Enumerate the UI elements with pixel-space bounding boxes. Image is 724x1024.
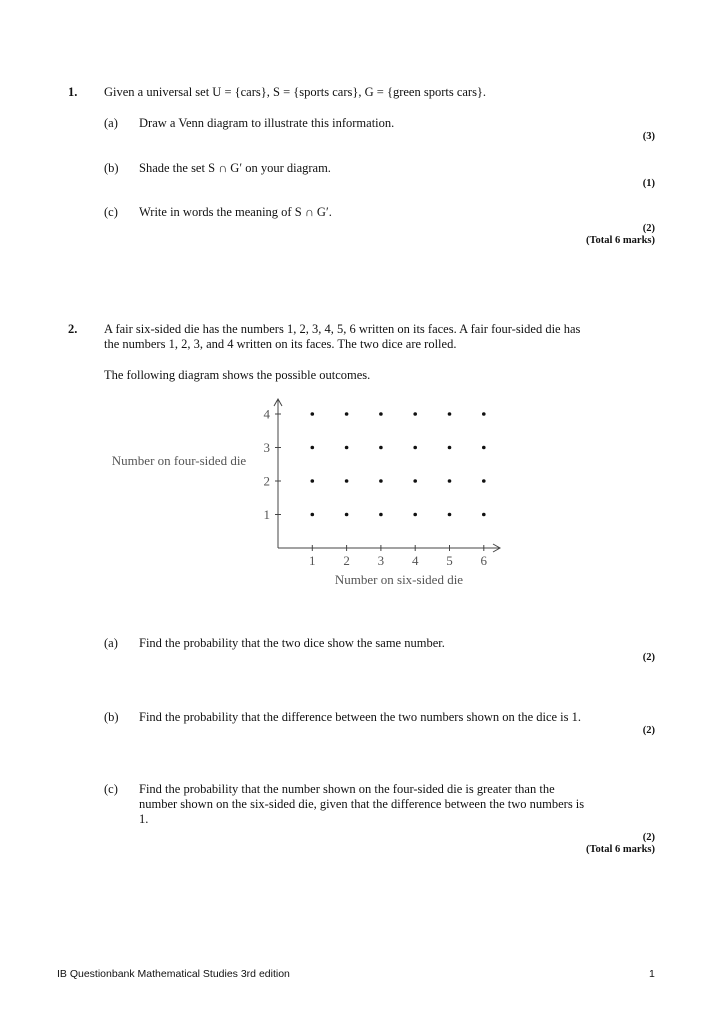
q2-part-c-text-line-1: Find the probability that the number shown on the four-sided die is greater than the [139, 782, 555, 796]
q2-part-b-marks: (2) [642, 725, 655, 736]
outcome-point-5-4 [448, 412, 452, 416]
q1-part-b-text: Shade the set S ∩ G′ on your diagram. [139, 161, 331, 175]
q2-total-marks: (Total 6 marks) [585, 844, 655, 855]
q1-part-c-label: (c) [104, 205, 118, 219]
question-2-intro-line-1: A fair six-sided die has the numbers 1, 2, 3, 4, 5, 6 written on its faces. A fair four-sided die has [104, 322, 581, 336]
y-tick-label-1: 1 [263, 507, 270, 522]
q1-part-b-marks: (1) [642, 178, 655, 189]
outcome-point-5-2 [448, 479, 452, 483]
q2-part-b-text: Find the probability that the difference between the two numbers shown on the dice is 1. [139, 710, 582, 724]
outcome-point-3-2 [379, 479, 383, 483]
q1-total-marks: (Total 6 marks) [585, 235, 655, 246]
outcome-point-6-1 [482, 513, 486, 517]
question-1-intro: Given a universal set U = {cars}, S = {sports cars}, G = {green sports cars}. [104, 85, 487, 99]
outcome-point-1-2 [311, 479, 315, 483]
q1-part-c-text: Write in words the meaning of S ∩ G′. [139, 205, 332, 219]
q1-part-c-marks: (2) [642, 223, 655, 234]
outcome-point-6-2 [482, 479, 486, 483]
y-tick-label-4: 4 [263, 406, 270, 422]
q2-part-a-marks: (2) [642, 652, 655, 663]
outcome-point-6-3 [482, 446, 486, 450]
x-tick-label-5: 5 [446, 553, 453, 568]
x-tick-label-2: 2 [343, 553, 350, 568]
q1-part-a-marks: (3) [642, 131, 655, 142]
footer-page-number: 1 [649, 968, 655, 980]
outcome-point-1-4 [311, 412, 315, 416]
question-2-intro-line-2: the numbers 1, 2, 3, and 4 written on its faces. The two dice are rolled. [104, 337, 457, 351]
y-tick-label-2: 2 [263, 473, 270, 489]
question-1-number: 1. [68, 85, 78, 99]
outcome-point-4-2 [413, 479, 417, 483]
outcome-point-2-2 [345, 479, 349, 483]
outcome-point-2-4 [345, 412, 349, 416]
outcome-point-1-3 [311, 446, 315, 450]
q1-part-a-label: (a) [104, 116, 118, 130]
x-tick-label-3: 3 [377, 553, 385, 568]
outcome-point-5-3 [448, 446, 452, 450]
outcome-point-4-4 [413, 412, 417, 416]
outcome-point-2-1 [345, 513, 349, 517]
outcome-point-6-4 [482, 412, 486, 416]
q2-part-a-text: Find the probability that the two dice show the same number. [139, 636, 445, 650]
x-tick-label-4: 4 [411, 553, 419, 568]
outcome-point-4-1 [413, 513, 417, 517]
q2-part-b-label: (b) [104, 710, 119, 724]
outcome-point-4-3 [413, 446, 417, 450]
x-tick-label-1: 1 [309, 553, 316, 568]
q2-part-c-label: (c) [104, 782, 118, 796]
outcome-point-3-4 [379, 412, 383, 416]
q1-part-a-text: Draw a Venn diagram to illustrate this information. [139, 116, 395, 130]
outcome-point-3-1 [379, 513, 383, 517]
q2-part-c-text-line-2: number shown on the six-sided die, given that the difference between the two numbers is [139, 797, 585, 811]
y-tick-label-3: 3 [263, 440, 270, 455]
outcome-point-1-1 [311, 513, 315, 517]
x-tick-label-6: 6 [480, 553, 488, 568]
q2-part-c-text-line-3: 1. [139, 812, 149, 826]
footer-source: IB Questionbank Mathematical Studies 3rd edition [57, 968, 290, 980]
outcome-point-3-3 [379, 446, 383, 450]
q2-part-a-label: (a) [104, 636, 118, 650]
outcome-point-2-3 [345, 446, 349, 450]
y-axis-label: Number on four-sided die [111, 453, 247, 468]
outcome-point-5-1 [448, 513, 452, 517]
q1-part-b-label: (b) [104, 161, 119, 175]
question-2-number: 2. [68, 322, 78, 336]
x-axis-label: Number on six-sided die [334, 572, 464, 587]
q2-part-c-marks: (2) [642, 832, 655, 843]
question-2-diagram-intro: The following diagram shows the possible outcomes. [104, 368, 371, 382]
